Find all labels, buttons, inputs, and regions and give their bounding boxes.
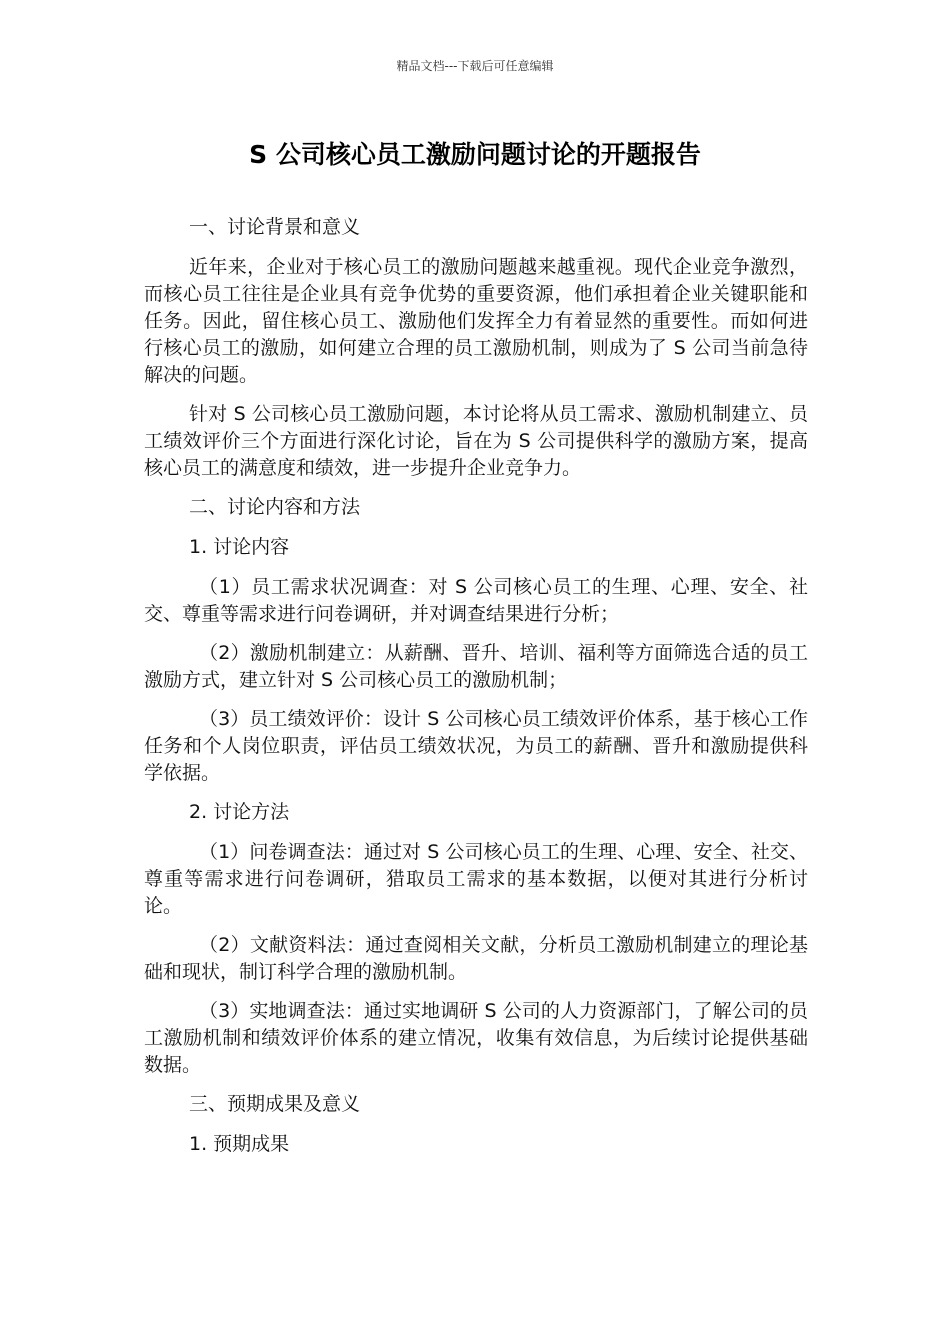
content-item-3: （3）员工绩效评价：设计 S 公司核心员工绩效评价体系，基于核心工作任务和个人岗位职责，评估员工绩效状况，为员工的薪酬、晋升和激励提供科学依据。 xyxy=(144,708,808,784)
paragraph-background-2: 针对 S 公司核心员工激励问题，本讨论将从员工需求、激励机制建立、员工绩效评价三个方面进行深化讨论，旨在为 S 公司提供科学的激励方案，提高核心员工的满意度和绩效，进一步提升企业竞争力。 xyxy=(144,403,808,479)
subheading-expected-results: 1. 预期成果 xyxy=(189,1133,290,1155)
header-note: 精品文档---下载后可任意编辑 xyxy=(396,59,554,73)
section-heading-background: 一、讨论背景和意义 xyxy=(189,216,361,238)
method-item-3: （3）实地调查法：通过实地调研 S 公司的人力资源部门，了解公司的员工激励机制和绩效评价体系的建立情况，收集有效信息，为后续讨论提供基础数据。 xyxy=(144,1000,808,1076)
content-item-1: （1）员工需求状况调查：对 S 公司核心员工的生理、心理、安全、社交、尊重等需求进行问卷调研，并对调查结果进行分析； xyxy=(144,576,808,625)
document-body xyxy=(144,214,808,1171)
section-heading-expected-results: 三、预期成果及意义 xyxy=(189,1093,361,1115)
paragraph-background-1: 近年来，企业对于核心员工的激励问题越来越重视。现代企业竞争激烈，而核心员工往往是企业具有竞争优势的重要资源，他们承担着企业关键职能和任务。因此，留住核心员工、激励他们发挥全力有着显然的重要性。而如何进行核心员工的激励，如何建立合理的员工激励机制，则成为了 S 公司当前急待解决的问题。 xyxy=(144,256,808,386)
method-item-2: （2）文献资料法：通过查阅相关文献，分析员工激励机制建立的理论基础和现状，制订科学合理的激励机制。 xyxy=(144,934,808,983)
document-title: S 公司核心员工激励问题讨论的开题报告 xyxy=(249,140,701,169)
method-item-1: （1）问卷调查法：通过对 S 公司核心员工的生理、心理、安全、社交、尊重等需求进行问卷调研，猎取员工需求的基本数据，以便对其进行分析讨论。 xyxy=(144,841,808,917)
subheading-methods: 2. 讨论方法 xyxy=(189,801,290,823)
subheading-content: 1. 讨论内容 xyxy=(189,536,290,558)
content-item-2: （2）激励机制建立：从薪酬、晋升、培训、福利等方面筛选合适的员工激励方式，建立针对 S 公司核心员工的激励机制； xyxy=(144,642,808,691)
section-heading-content-methods: 二、讨论内容和方法 xyxy=(189,496,361,518)
